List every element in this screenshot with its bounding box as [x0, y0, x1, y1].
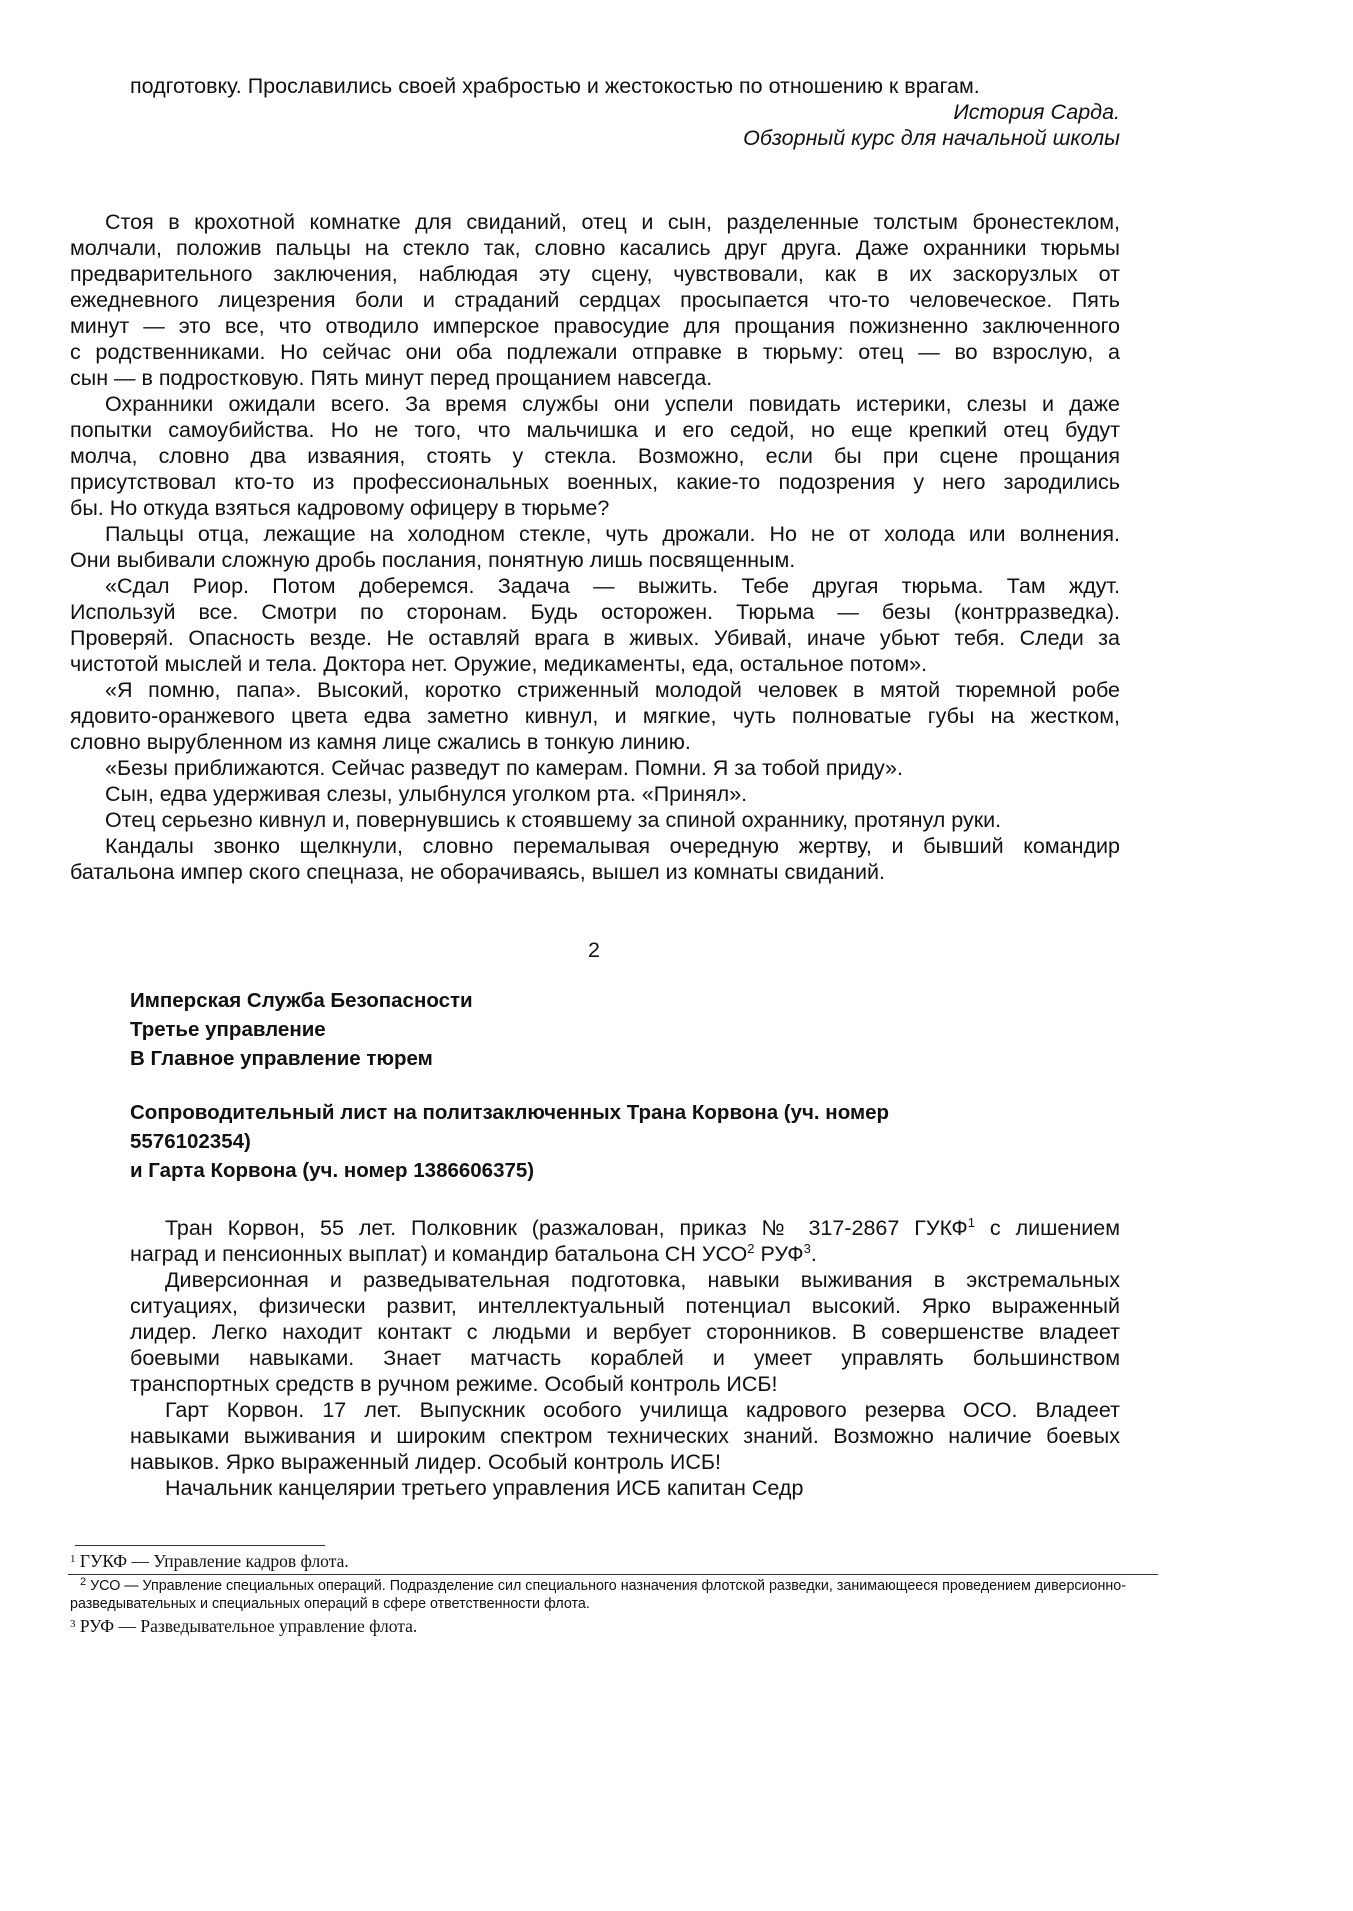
paragraph-line: сын — в подростковую. Пять минут перед прощанием навсегда. — [70, 366, 713, 390]
memo-body-line: наград и пенсионных выплат) и командир батальона СН УСО$^2$ РУФ$^3$. — [130, 1240, 817, 1266]
memo-title-line: Сопроводительный лист на политзаключенных Трана Корвона (уч. номер — [130, 1101, 890, 1124]
memo-header-line: Третье управление — [130, 1018, 326, 1041]
footnote-separator — [75, 1545, 325, 1546]
paragraph-line: ядовито-оранжевого цвета едва заметно кивнул, и мягкие, чуть полноватые губы на жестком, — [70, 704, 1120, 728]
footnote-3: $^3$ РУФ — Разведывательное управление флота. — [70, 1616, 418, 1636]
epigraph-source-subtitle: Обзорный курс для начальной школы — [743, 126, 1120, 150]
epigraph-text-line: подготовку. Прославились своей храбростью и жестокостью по отношению к врагам. — [130, 74, 980, 98]
paragraph-line: Охранники ожидали всего. За время службы они успели повидать истерики, слезы и даже — [105, 392, 1120, 416]
paragraph-line: Кандалы звонко щелкнули, словно перемалывая очередную жертву, и бывший командир — [105, 834, 1120, 858]
paragraph-line: батальона импер ского спецназа, не оборачиваясь, вышел из комнаты свиданий. — [70, 860, 886, 884]
memo-body-line: Начальник канцелярии третьего управления ИСБ капитан Седр — [165, 1476, 804, 1500]
paragraph-line: Пальцы отца, лежащие на холодном стекле, чуть дрожали. Но не от холода или волнения. — [105, 522, 1120, 546]
footnote-ref[interactable]: 2 — [747, 1240, 755, 1256]
memo-header-line: В Главное управление тюрем — [130, 1047, 433, 1070]
memo-body-line: лидер. Легко находит контакт с людьми и вербует сторонников. В совершенстве владеет — [130, 1320, 1120, 1344]
memo-header-line: Имперская Служба Безопасности — [130, 989, 473, 1012]
paragraph-line: бы. Но откуда взяться кадровому офицеру в тюрьме? — [70, 496, 610, 520]
paragraph-line: молчали, положив пальцы на стекло так, словно касались друг друга. Даже охранники тюрьмы — [70, 236, 1120, 260]
paragraph-line: присутствовал кто-то из профессиональных военных, какие-то подозрения у него зародились — [70, 470, 1120, 494]
memo-body-line: Диверсионная и разведывательная подготовка, навыки выживания в экстремальных — [165, 1268, 1120, 1292]
memo-body-line: навыками выживания и широким спектром технических знаний. Возможно наличие боевых — [130, 1424, 1120, 1448]
paragraph-line: молча, словно два изваяния, стоять у стекла. Возможно, если бы при сцене прощания — [70, 444, 1120, 468]
paragraph-line: словно вырубленном из камня лице сжались в тонкую линию. — [70, 730, 691, 754]
paragraph-line: чистотой мыслей и тела. Доктора нет. Оружие, медикаменты, еда, остальное потом». — [70, 652, 928, 676]
footnote-ref[interactable]: 3 — [803, 1240, 811, 1256]
memo-body-line: боевыми навыками. Знает матчасть кораблей и умеет управлять большинством — [130, 1346, 1120, 1370]
memo-body-line: ситуациях, физически развит, интеллектуальный потенциал высокий. Ярко выраженный — [130, 1294, 1120, 1318]
memo-title-line: 5576102354) — [130, 1130, 251, 1153]
memo-body-line: Гарт Корвон. 17 лет. Выпускник особого училища кадрового резерва ОСО. Владеет — [165, 1398, 1120, 1422]
paragraph-line: «Безы приближаются. Сейчас разведут по камерам. Помни. Я за тобой приду». — [105, 756, 903, 780]
memo-body-line: Тран Корвон, 55 лет. Полковник (разжалован, приказ № 317-2867 ГУКФ$^1$ с лишением — [165, 1214, 1120, 1240]
footnote-2: $^2$ УСО — Управление специальных операций. Подразделение сил специального назначения флотской разведки, занимающееся проведением диверсионно-разведывательных и специальных операций в сфере ответственности флота. — [70, 1576, 1127, 1612]
footnote-divider — [68, 1574, 1158, 1575]
paragraph-line: с родственниками. Но сейчас они оба подлежали отправке в тюрьму: отец — во взрослую, а — [70, 340, 1120, 364]
epigraph-source-title: История Сарда. — [953, 100, 1120, 124]
paragraph-line: Они выбивали сложную дробь послания, понятную лишь посвященным. — [70, 548, 796, 572]
paragraph-line: Отец серьезно кивнул и, повернувшись к стоявшему за спиной охраннику, протянул руки. — [105, 808, 1002, 832]
paragraph-line: «Я помню, папа». Высокий, коротко стриженный молодой человек в мятой тюремной робе — [105, 678, 1120, 702]
paragraph-line: «Сдал Риор. Потом доберемся. Задача — выжить. Тебе другая тюрьма. Там ждут. — [105, 574, 1120, 598]
paragraph-line: попытки самоубийства. Но не того, что мальчишка и его седой, но еще крепкий отец будут — [70, 418, 1120, 442]
paragraph-line: ежедневного лицезрения боли и страданий сердцах просыпается что-то человеческое. Пять — [70, 288, 1120, 312]
chapter-number: 2 — [588, 938, 600, 962]
paragraph-line: Проверяй. Опасность везде. Не оставляй врага в живых. Убивай, иначе убьют тебя. Следи за — [70, 626, 1120, 650]
memo-body-line: транспортных средств в ручном режиме. Особый контроль ИСБ! — [130, 1372, 778, 1396]
paragraph-line: Используй все. Смотри по сторонам. Будь осторожен. Тюрьма — безы (контрразведка). — [70, 600, 1120, 624]
footnote-ref[interactable]: 1 — [967, 1214, 975, 1230]
footnote-1: $^1$ ГУКФ — Управление кадров флота. — [70, 1551, 349, 1571]
paragraph-line: Сын, едва удерживая слезы, улыбнулся уголком рта. «Принял». — [105, 782, 748, 806]
paragraph-line: минут — это все, что отводило имперское правосудие для прощания пожизненно заключенного — [70, 314, 1120, 338]
paragraph-line: предварительного заключения, наблюдая эту сцену, чувствовали, как в их заскорузлых от — [70, 262, 1120, 286]
memo-body-line: навыков. Ярко выраженный лидер. Особый контроль ИСБ! — [130, 1450, 721, 1474]
memo-title-line: и Гарта Корвона (уч. номер 1386606375) — [130, 1159, 535, 1182]
paragraph-line: Стоя в крохотной комнатке для свиданий, отец и сын, разделенные толстым бронестеклом, — [105, 210, 1120, 234]
